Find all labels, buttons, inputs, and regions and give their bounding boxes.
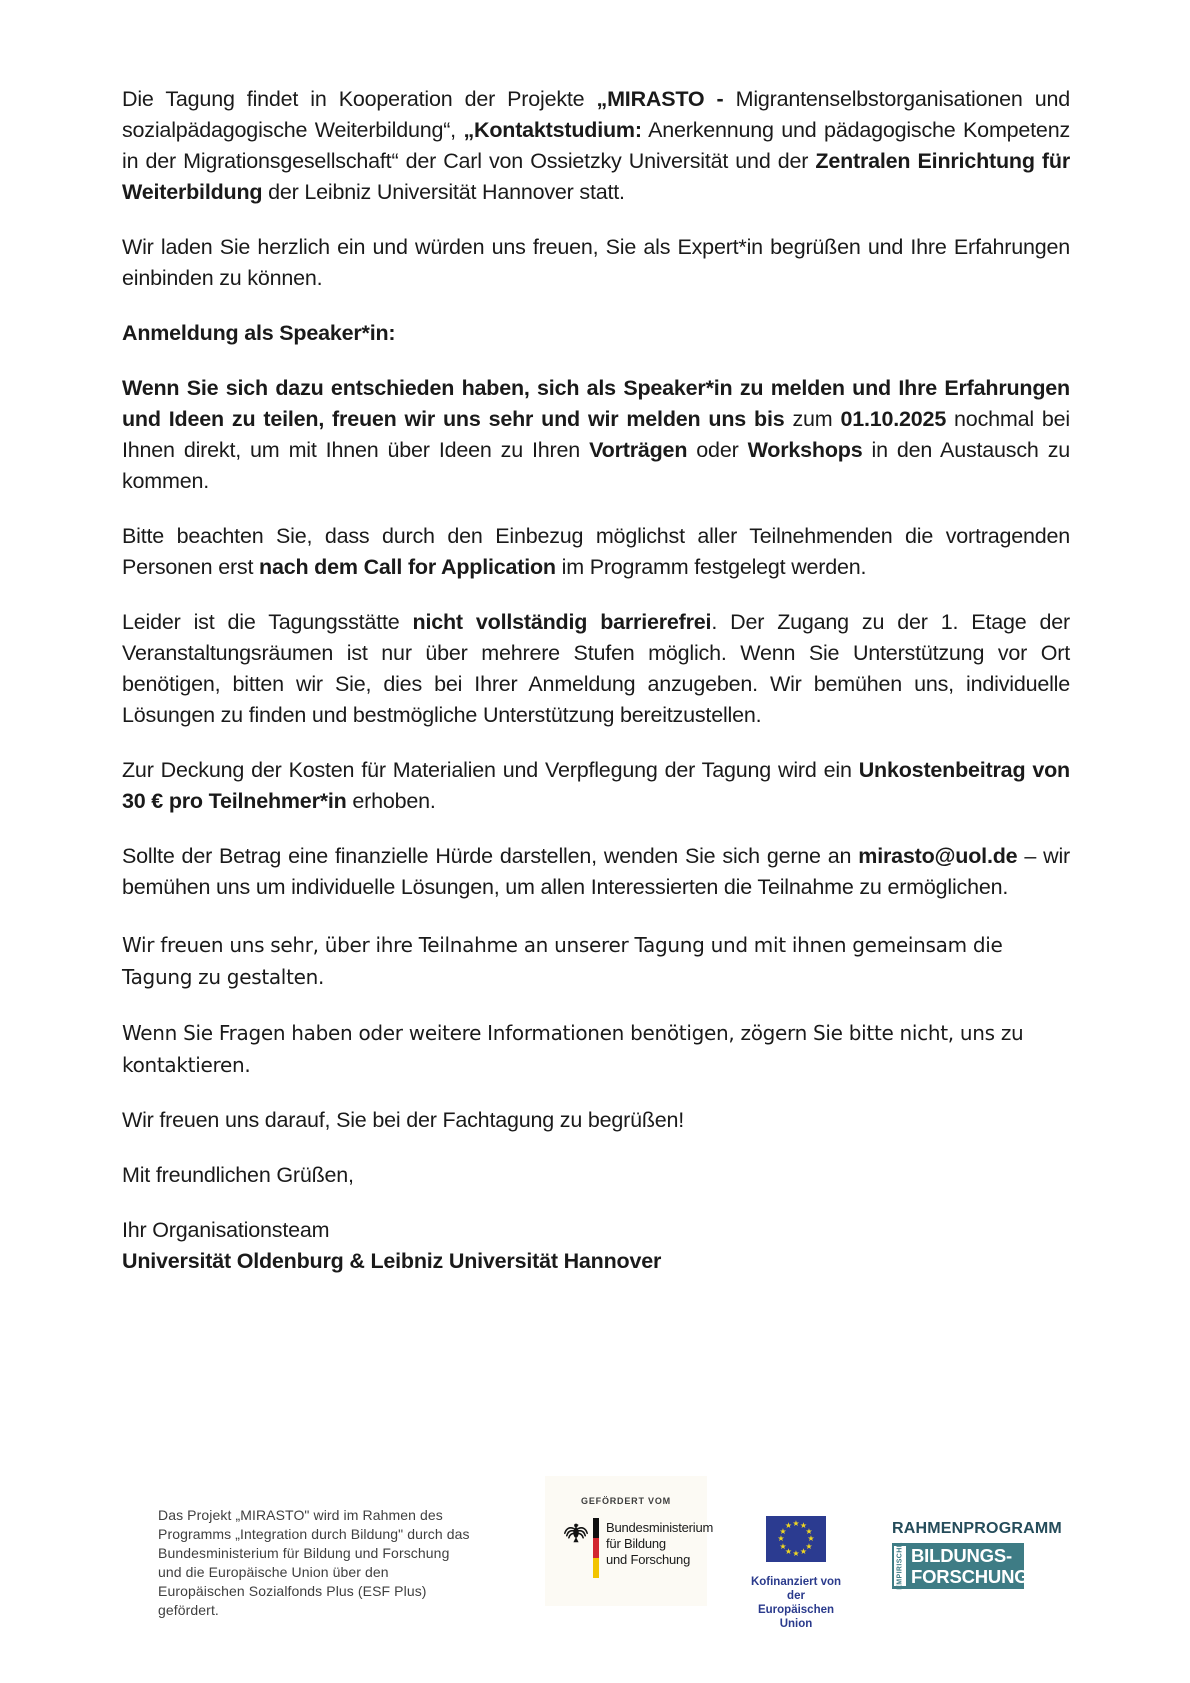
bmbf-line: für Bildung (606, 1536, 666, 1551)
eu-star-icon: ★ (799, 1546, 808, 1556)
signature-team (122, 1215, 1070, 1246)
bmbf-line: Bundesministerium (606, 1520, 714, 1535)
text-run: erhoben. (346, 789, 436, 813)
eu-star-icon: ★ (779, 1526, 787, 1536)
eu-cofunding-logo (748, 1516, 844, 1631)
bildungsforschung-label (911, 1546, 1028, 1587)
eu-flag-icon (766, 1516, 826, 1562)
text-run: Sollte der Betrag eine finanzielle Hürde darstellen, wenden Sie sich gerne an (122, 844, 859, 868)
paragraph-barrierefreiheit (122, 607, 1070, 731)
text-run: – wir bemühen uns um individuelle Lösungen, um allen Interessierten die Teilnahme zu ermöglichen. (122, 844, 1070, 899)
text-run: im Programm festgelegt werden. (555, 555, 867, 579)
signature-universities (122, 1246, 1070, 1277)
eu-star-icon: ★ (799, 1521, 808, 1530)
eu-star-icon: ★ (807, 1534, 815, 1543)
eu-star-icon: ★ (805, 1526, 813, 1536)
eu-star-icon: ★ (792, 1549, 800, 1558)
text-run: Wenn Sie sich dazu entschieden haben, sich als Speaker*in zu melden und Ihre Erfahrungen und Ideen zu teilen, freuen wir uns sehr und wir melden uns bis (122, 376, 1070, 431)
paragraph-begruessung (122, 1105, 1070, 1136)
funding-note: Das Projekt „MIRASTO" wird im Rahmen des Programms „Integration durch Bildung" durch das Bundesministerium für Bildung und Forschung und die Europäische Union über den Europäischen Sozialfonds Plus (ESF Plus) gefördert. (158, 1507, 470, 1618)
text-run: Wir freuen uns darauf, Sie bei der Fachtagung zu begrüßen! (122, 1108, 685, 1132)
text-run: zum (792, 407, 841, 431)
text-run: Zentralen Einrichtung für Weiterbildung (122, 149, 1070, 204)
eu-caption-line: Europäischen Union (757, 1604, 835, 1630)
text-run: der Leibniz Universität Hannover statt. (262, 180, 625, 204)
text-run: Universität Oldenburg & Leibniz Universität Hannover (122, 1249, 662, 1273)
text-run: Anmeldung als Speaker*in: (122, 321, 396, 345)
text-run: Anerkennung und pädagogische Kompetenz in der Migrationsgesellschaft“ der Carl von Ossietzky Universität und der (122, 118, 1071, 173)
bmbf-line: und Forschung (606, 1552, 691, 1567)
eu-star-icon: ★ (792, 1519, 800, 1528)
empirische-vertical-label: EMPIRISCHE (894, 1546, 906, 1586)
gefoerdert-vom-label: GEFÖRDERT VOM (581, 1496, 671, 1506)
bildungsforschung-box (892, 1542, 1029, 1590)
rp-box-line: BILDUNGS- (911, 1545, 1012, 1566)
paragraph-unkostenbeitrag (122, 755, 1070, 817)
paragraph-call-for-application (122, 521, 1070, 583)
eu-star-icon: ★ (779, 1541, 787, 1551)
text-run: Wir freuen uns sehr, über ihre Teilnahme an unserer Tagung und mit ihnen gemeinsam die Tagung zu gestalten. (122, 933, 1003, 989)
text-run: nicht vollständig barrierefrei (412, 610, 712, 634)
federal-eagle-icon (563, 1520, 589, 1545)
eu-star-icon: ★ (805, 1541, 813, 1551)
bmbf-ministry-name (606, 1520, 713, 1568)
text-run: nach dem Call for Application (259, 555, 556, 579)
paragraph-speaker-deadline (122, 373, 1070, 497)
text-run: Unkostenbeitrag von 30 € pro Teilnehmer*in (122, 758, 1070, 813)
paragraph-cooperation (122, 84, 1070, 208)
text-run: Die Tagung findet in Kooperation der Projekte (122, 87, 597, 111)
text-run: „MIRASTO - (596, 87, 724, 111)
paragraph-fragen-kontakt (122, 1017, 1070, 1081)
text-run: Vorträgen (589, 438, 688, 462)
text-run: nochmal bei Ihnen direkt, um mit Ihnen über Ideen zu Ihren (122, 407, 1070, 462)
text-run: . Der Zugang zu der 1. Etage der Veranstaltungsräumen ist nur über mehrere Stufen möglich. Wenn Sie Unterstützung vor Ort benötigen, bitten wir Sie, dies bei Ihrer Anmeldung anzugeben. Wir bemühen uns, individuelle Lösungen zu finden und bestmögliche Unterstützung bereitzustellen. (122, 610, 1070, 727)
text-run: Bitte beachten Sie, dass durch den Einbezug möglichst aller Teilnehmenden die vortragenden Personen erst (122, 524, 1070, 579)
paragraph-gruss (122, 1160, 1070, 1191)
eu-cofunding-caption (748, 1575, 844, 1631)
text-run: Zur Deckung der Kosten für Materialien und Verpflegung der Tagung wird ein (122, 758, 859, 782)
text-run: „Kontaktstudium: (463, 118, 642, 142)
eu-star-icon: ★ (784, 1521, 793, 1530)
paragraph-finanzielle-huerde (122, 841, 1070, 903)
text-run: in den Austausch zu kommen. (122, 438, 1071, 493)
text-run: Workshops (747, 438, 863, 462)
german-flag-stripe (593, 1518, 599, 1578)
paragraph-teilnahme-freude (122, 929, 1070, 993)
rahmenprogramm-title: RAHMENPROGRAMM (892, 1520, 1062, 1537)
eu-star-icon: ★ (784, 1546, 793, 1556)
text-run: Migrantenselbstorganisationen und sozialpädagogische Weiterbildung“, (122, 87, 1071, 142)
text-run: Wenn Sie Fragen haben oder weitere Informationen benötigen, zögern Sie bitte nicht, uns zu kontaktieren. (122, 1021, 1024, 1077)
rahmenprogramm-logo (892, 1520, 1062, 1590)
heading-anmeldung-speaker (122, 318, 1070, 349)
eu-caption-line: Kofinanziert von der (750, 1576, 842, 1602)
paragraph-invitation (122, 232, 1070, 294)
text-run: Wir laden Sie herzlich ein und würden uns freuen, Sie als Expert*in begrüßen und Ihre Erfahrungen einbinden zu können. (122, 235, 1070, 290)
text-run: oder (687, 438, 748, 462)
text-run: Ihr Organisationsteam (122, 1218, 330, 1242)
bmbf-logo (545, 1476, 714, 1606)
rp-box-line: FORSCHUNG (911, 1565, 1029, 1587)
letter-body (122, 84, 1070, 1301)
text-run: mirasto@uol.de (858, 844, 1018, 868)
text-run: Leider ist die Tagungsstätte (122, 610, 413, 634)
text-run: 01.10.2025 (840, 407, 947, 431)
text-run: Mit freundlichen Grüßen, (122, 1163, 354, 1187)
eu-star-icon: ★ (777, 1534, 785, 1543)
